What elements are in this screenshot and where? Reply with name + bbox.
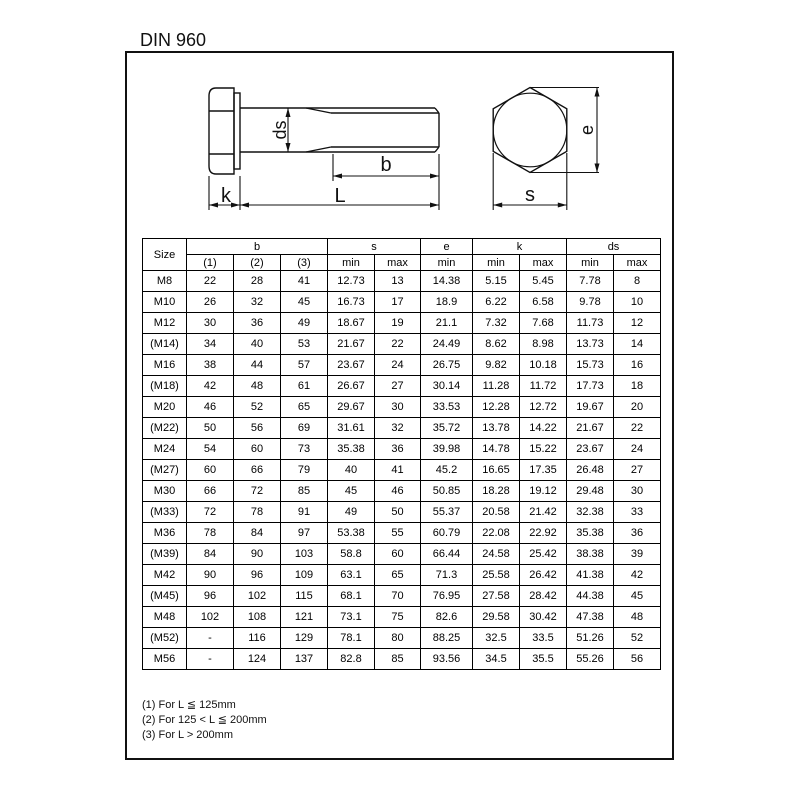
table-cell: 49 [328,502,375,523]
table-cell: 84 [187,544,234,565]
table-cell: 56 [234,418,281,439]
table-cell: 129 [281,628,328,649]
table-cell: 66 [234,460,281,481]
table-cell: 85 [375,649,421,670]
footnote-1: (1) For L ≦ 125mm [142,699,236,711]
content-frame [125,51,674,760]
table-cell: 88.25 [421,628,473,649]
table-cell: 30.42 [520,607,567,628]
table-row [143,607,661,628]
table-cell: 38 [187,355,234,376]
arrowhead [595,88,600,97]
table-cell: 35.5 [520,649,567,670]
table-cell: 11.72 [520,376,567,397]
table-cell: M30 [143,481,187,502]
table-cell: 17 [375,292,421,313]
table-cell: 19.12 [520,481,567,502]
thread-minor-lines [331,113,439,147]
table-cell: 48 [614,607,661,628]
washer-face [234,93,240,169]
table-row [143,460,661,481]
table-header [143,239,661,271]
table-cell: 32.38 [567,502,614,523]
table-cell: 18.9 [421,292,473,313]
header-b: b [187,239,328,255]
table-cell: (M52) [143,628,187,649]
header-e-min: min [421,255,473,271]
table-cell: 65 [281,397,328,418]
table-cell: 60 [375,544,421,565]
header-b-3: (3) [281,255,328,271]
header-k: k [473,239,567,255]
arrowhead [493,203,502,208]
table-cell: 20.58 [473,502,520,523]
table-cell: 26 [187,292,234,313]
table-cell: 54 [187,439,234,460]
table-cell: 6.22 [473,292,520,313]
dim-label-e: e [577,124,597,136]
table-cell: 12.73 [328,271,375,292]
table-cell: 66 [187,481,234,502]
table-cell: 40 [328,460,375,481]
table-cell: 60 [234,439,281,460]
table-cell: 65 [375,565,421,586]
table-cell: 78 [234,502,281,523]
table-cell: 36 [234,313,281,334]
table-cell: 45.2 [421,460,473,481]
table-cell: 34 [187,334,234,355]
table-cell: 38.38 [567,544,614,565]
table-cell: 115 [281,586,328,607]
table-cell: 11.73 [567,313,614,334]
table-cell: 90 [187,565,234,586]
header-ds-min: min [567,255,614,271]
header-s: s [328,239,421,255]
table-row [143,481,661,502]
table-cell: 69 [281,418,328,439]
table-cell: 60.79 [421,523,473,544]
table-row [143,565,661,586]
table-cell: 76.95 [421,586,473,607]
din960-spec-table [142,238,661,670]
table-cell: 78 [187,523,234,544]
arrowhead [240,203,249,208]
table-cell: (M22) [143,418,187,439]
arrowhead [209,203,218,208]
table-cell: 21.67 [567,418,614,439]
inscribed-circle [493,93,567,167]
table-cell: 12.72 [520,397,567,418]
table-cell: M24 [143,439,187,460]
table-cell: 47.38 [567,607,614,628]
table-cell: 19 [375,313,421,334]
table-row [143,418,661,439]
arrowhead [430,174,439,179]
dim-label-ds: ds [270,120,290,140]
table-cell: 6.58 [520,292,567,313]
table-cell: 24 [375,355,421,376]
table-cell: 40 [234,334,281,355]
table-cell: 15.22 [520,439,567,460]
table-cell: 21.67 [328,334,375,355]
header-e: e [421,239,473,255]
table-cell: 16.65 [473,460,520,481]
table-cell: 29.58 [473,607,520,628]
table-row [143,649,661,670]
table-cell: 23.67 [567,439,614,460]
table-cell: 5.15 [473,271,520,292]
table-row [143,544,661,565]
bolt-end-view [493,88,567,173]
table-cell: 26.67 [328,376,375,397]
table-cell: (M39) [143,544,187,565]
footnote-2: (2) For 125 < L ≦ 200mm [142,714,267,726]
table-cell: 45 [281,292,328,313]
table-cell: 5.45 [520,271,567,292]
table-cell: 8.98 [520,334,567,355]
table-cell: 51.26 [567,628,614,649]
table-cell: 52 [234,397,281,418]
arrowhead [558,203,567,208]
header-b-2: (2) [234,255,281,271]
table-cell: 33 [614,502,661,523]
table-cell: 41 [281,271,328,292]
table-cell: (M27) [143,460,187,481]
header-k-min: min [473,255,520,271]
table-cell: 33.53 [421,397,473,418]
table-cell: 85 [281,481,328,502]
bolt-drawing [127,53,672,225]
table-cell: 97 [281,523,328,544]
table-cell: 28 [234,271,281,292]
table-cell: 23.67 [328,355,375,376]
table-cell: 12.28 [473,397,520,418]
table-cell: 121 [281,607,328,628]
table-cell: 52 [614,628,661,649]
table-cell: 42 [614,565,661,586]
table-cell: - [187,628,234,649]
table-cell: M42 [143,565,187,586]
table-cell: M10 [143,292,187,313]
table-cell: 79 [281,460,328,481]
table-cell: 13 [375,271,421,292]
table-cell: 28.42 [520,586,567,607]
table-cell: 29.67 [328,397,375,418]
table-cell: (M18) [143,376,187,397]
table-cell: 10 [614,292,661,313]
table-cell: 9.82 [473,355,520,376]
table-cell: - [187,649,234,670]
table-cell: 29.48 [567,481,614,502]
table-cell: 35.38 [567,523,614,544]
table-cell: 36 [375,439,421,460]
header-ds-max: max [614,255,661,271]
table-cell: 12 [614,313,661,334]
table-cell: 30.14 [421,376,473,397]
table-cell: 90 [234,544,281,565]
table-cell: 50.85 [421,481,473,502]
table-cell: M48 [143,607,187,628]
table-cell: 44 [234,355,281,376]
table-cell: 8 [614,271,661,292]
table-cell: 70 [375,586,421,607]
thread-tip [435,108,439,152]
table-cell: 25.42 [520,544,567,565]
table-row [143,628,661,649]
dim-label-L: L [334,185,346,207]
table-cell: 32.5 [473,628,520,649]
table-cell: 7.78 [567,271,614,292]
table-cell: 22 [614,418,661,439]
table-cell: 84 [234,523,281,544]
table-cell: 108 [234,607,281,628]
table-cell: 49 [281,313,328,334]
table-row [143,397,661,418]
table-cell: 56 [614,649,661,670]
table-cell: 13.78 [473,418,520,439]
table-cell: 73 [281,439,328,460]
table-cell: 17.73 [567,376,614,397]
table-cell: 21.1 [421,313,473,334]
table-cell: 14.38 [421,271,473,292]
table-cell: 10.18 [520,355,567,376]
table-cell: 22 [187,271,234,292]
table-cell: 137 [281,649,328,670]
table-cell: 42 [187,376,234,397]
table-cell: 19.67 [567,397,614,418]
table-cell: 57 [281,355,328,376]
header-k-max: max [520,255,567,271]
table-cell: 60 [187,460,234,481]
table-row [143,502,661,523]
table-cell: 32 [234,292,281,313]
table-cell: 34.5 [473,649,520,670]
table-cell: (M33) [143,502,187,523]
dim-label-s: s [525,184,535,206]
table-cell: 24 [614,439,661,460]
table-cell: 93.56 [421,649,473,670]
table-cell: 26.48 [567,460,614,481]
table-cell: 44.38 [567,586,614,607]
table-cell: 24.49 [421,334,473,355]
dim-label-b: b [380,154,392,176]
table-cell: 30 [187,313,234,334]
table-cell: 8.62 [473,334,520,355]
table-row [143,586,661,607]
table-row [143,334,661,355]
table-cell: 24.58 [473,544,520,565]
table-cell: 72 [234,481,281,502]
table-cell: 82.6 [421,607,473,628]
table-cell: 36 [614,523,661,544]
table-row [143,292,661,313]
table-cell: 22.08 [473,523,520,544]
table-cell: 66.44 [421,544,473,565]
table-row [143,271,661,292]
table-cell: 73.1 [328,607,375,628]
table-cell: 72 [187,502,234,523]
table-cell: 63.1 [328,565,375,586]
table-row [143,439,661,460]
table-cell: 9.78 [567,292,614,313]
table-cell: 30 [614,481,661,502]
table-cell: 21.42 [520,502,567,523]
table-cell: 16.73 [328,292,375,313]
table-cell: 55.37 [421,502,473,523]
table-cell: 26.75 [421,355,473,376]
table-cell: (M14) [143,334,187,355]
arrowhead [430,203,439,208]
table-cell: 48 [234,376,281,397]
table-cell: 96 [234,565,281,586]
bolt-head-outline [209,88,234,174]
table-row [143,355,661,376]
table-row [143,313,661,334]
table-cell: 7.32 [473,313,520,334]
table-cell: 7.68 [520,313,567,334]
table-cell: 50 [375,502,421,523]
table-cell: 11.28 [473,376,520,397]
dim-label-k: k [221,185,231,207]
header-b-1: (1) [187,255,234,271]
table-cell: 45 [328,481,375,502]
table-cell: 39.98 [421,439,473,460]
table-cell: 102 [234,586,281,607]
table-cell: 22.92 [520,523,567,544]
table-cell: 18 [614,376,661,397]
table-cell: 82.8 [328,649,375,670]
table-cell: 116 [234,628,281,649]
table-cell: 22 [375,334,421,355]
header-group-row [143,239,661,255]
table-cell: 55.26 [567,649,614,670]
table-cell: 27.58 [473,586,520,607]
table-cell: 35.72 [421,418,473,439]
table-cell: M16 [143,355,187,376]
table-cell: 71.3 [421,565,473,586]
table-cell: 46 [187,397,234,418]
table-cell: M36 [143,523,187,544]
table-cell: 27 [614,460,661,481]
table-cell: 26.42 [520,565,567,586]
table-cell: 61 [281,376,328,397]
table-cell: 68.1 [328,586,375,607]
table-cell: 58.8 [328,544,375,565]
table-cell: 31.61 [328,418,375,439]
table-cell: (M45) [143,586,187,607]
table-cell: 53.38 [328,523,375,544]
table-cell: 14.22 [520,418,567,439]
thread-runout [306,108,331,152]
table-cell: 103 [281,544,328,565]
arrowhead [595,164,600,173]
table-cell: 17.35 [520,460,567,481]
table-cell: 30 [375,397,421,418]
table-cell: 75 [375,607,421,628]
table-cell: 109 [281,565,328,586]
page-title: DIN 960 [140,30,207,50]
header-size: Size [143,239,187,271]
table-cell: M20 [143,397,187,418]
table-body [143,271,661,670]
table-cell: 50 [187,418,234,439]
table-cell: 18.28 [473,481,520,502]
table-cell: 55 [375,523,421,544]
table-cell: 46 [375,481,421,502]
header-s-max: max [375,255,421,271]
table-cell: 25.58 [473,565,520,586]
table-cell: 14 [614,334,661,355]
table-cell: 41 [375,460,421,481]
table-cell: 102 [187,607,234,628]
table-cell: 20 [614,397,661,418]
table-cell: 27 [375,376,421,397]
hex-outline [493,88,567,173]
header-sub-row [143,255,661,271]
arrowhead [231,203,240,208]
table-cell: 80 [375,628,421,649]
header-ds: ds [567,239,661,255]
table-cell: 15.73 [567,355,614,376]
table-cell: 13.73 [567,334,614,355]
table-row [143,523,661,544]
table-cell: 14.78 [473,439,520,460]
table-cell: 124 [234,649,281,670]
header-s-min: min [328,255,375,271]
table-cell: 35.38 [328,439,375,460]
table-cell: M12 [143,313,187,334]
table-cell: 16 [614,355,661,376]
table-cell: M56 [143,649,187,670]
arrowhead [286,143,291,152]
table-cell: 39 [614,544,661,565]
table-cell: 53 [281,334,328,355]
table-cell: 33.5 [520,628,567,649]
table-cell: 96 [187,586,234,607]
footnotes [142,698,267,743]
table-cell: 18.67 [328,313,375,334]
table-cell: 32 [375,418,421,439]
bolt-side-view [209,88,439,174]
table-cell: 78.1 [328,628,375,649]
arrowhead [286,108,291,117]
table-cell: M8 [143,271,187,292]
footnote-3: (3) For L > 200mm [142,729,233,741]
table-row [143,376,661,397]
table-cell: 41.38 [567,565,614,586]
arrowhead [333,174,342,179]
table-cell: 45 [614,586,661,607]
table-cell: 91 [281,502,328,523]
